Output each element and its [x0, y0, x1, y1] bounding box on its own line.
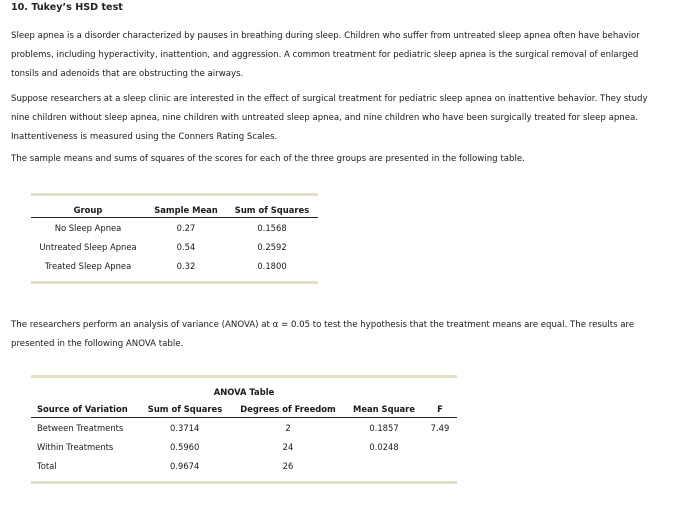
sample-mean: 0.32: [176, 261, 196, 271]
group-table-header-ss: Sum of Squares: [234, 205, 310, 215]
group-table-header-mean: Sample Mean: [154, 205, 218, 215]
intro-line-3: tonsils and adenoids that are obstructing the airways.: [11, 69, 244, 79]
sum-of-squares: 0.3714: [170, 423, 200, 433]
intro-line-1: Sleep apnea is a disorder characterized by pauses in breathing during sleep. Children who suffer from untreated sleep apnea often have behavior: [11, 31, 640, 41]
page-title: 10. Tukey’s HSD test: [11, 2, 123, 13]
anova-intro-line-2: presented in the following ANOVA table.: [11, 339, 184, 349]
group-table-header-group: Group: [73, 205, 103, 215]
anova-header-source: Source of Variation: [37, 404, 128, 414]
anova-header-df: Degrees of Freedom: [240, 404, 336, 414]
anova-intro-line-1: The researchers perform an analysis of variance (ANOVA) at α = 0.05 to test the hypothesis that the treatment means are equal. The results are: [11, 320, 635, 330]
anova-table-bottom-bar: [31, 481, 457, 484]
f-statistic: 7.49: [430, 423, 450, 433]
study-line-2: nine children without sleep apnea, nine children with untreated sleep apnea, and nine children who have been surgically treated for sleep apnea.: [11, 113, 639, 123]
study-paragraph: [11, 90, 676, 147]
anova-table-header-rule: [31, 417, 457, 418]
study-line-3: Inattentiveness is measured using the Conners Rating Scales.: [11, 132, 278, 142]
sum-of-squares: 0.5960: [170, 442, 200, 452]
sample-mean: 0.27: [176, 223, 196, 233]
group-name: Treated Sleep Apnea: [44, 261, 132, 271]
source-of-variation: Within Treatments: [37, 442, 114, 452]
intro-line-2: problems, including hyperactivity, inattention, and aggression. A common treatment for pediatric sleep apnea is the surgical removal of enlarged: [11, 50, 639, 60]
degrees-of-freedom: 2: [285, 423, 291, 433]
study-line-1: Suppose researchers at a sleep clinic are interested in the effect of surgical treatment for pediatric sleep apnea on inattentive behavior. They study: [11, 94, 648, 104]
sum-of-squares: 0.1800: [257, 261, 287, 271]
anova-header-ms: Mean Square: [353, 404, 415, 414]
anova-header-ss: Sum of Squares: [147, 404, 223, 414]
anova-header-f: F: [437, 404, 443, 414]
group-table-bottom-bar: [31, 281, 318, 284]
degrees-of-freedom: 24: [282, 442, 294, 452]
mean-square: 0.0248: [369, 442, 399, 452]
mean-square: 0.1857: [369, 423, 399, 433]
anova-table-top-bar: [31, 375, 457, 378]
group-table-top-bar: [31, 193, 318, 196]
anova-intro-paragraph: [11, 316, 676, 354]
sample-mean: 0.54: [176, 242, 196, 252]
anova-table-caption: ANOVA Table: [213, 387, 275, 397]
table-intro-paragraph: The sample means and sums of squares of the scores for each of the three groups are presented in the following table.: [11, 154, 525, 164]
sum-of-squares: 0.2592: [257, 242, 287, 252]
source-of-variation: Total: [37, 461, 57, 471]
source-of-variation: Between Treatments: [37, 423, 124, 433]
sum-of-squares: 0.9674: [170, 461, 200, 471]
sum-of-squares: 0.1568: [257, 223, 287, 233]
intro-paragraph: [11, 27, 676, 84]
group-name: Untreated Sleep Apnea: [39, 242, 137, 252]
group-table-header-rule: [31, 217, 318, 218]
degrees-of-freedom: 26: [282, 461, 294, 471]
group-name: No Sleep Apnea: [54, 223, 122, 233]
